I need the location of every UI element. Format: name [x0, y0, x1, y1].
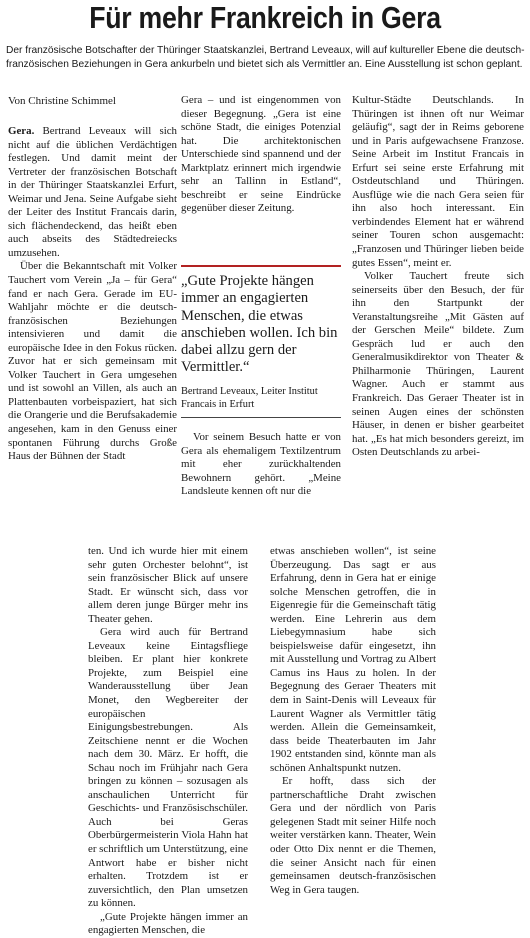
column-1 [8, 125, 177, 464]
column-2-paragraph-1: Gera – und ist eingenommen von dieser Begegnung. „Gera ist eine schöne Stadt, die einiges Potenzial hat. Die architektonischen Unterschiede sind spannend und der Marktplatz erinnert mich irgendwie sehr an Tallinn in Estland“, beschreibt er seine Eindrücke gegenüber dieser Zeitung. [181, 94, 341, 215]
column-3-paragraph-1: Kultur-Städte Deutschlands. In Thüringen ist ihnen oft nur Weimar geläufig“, sagt der in Reims geborene und in Paris aufgewachsene Franzose. Seine Arbeit im Institut Francais in Erfurt sei seine erste Erfahrung mit Ostdeutschland und Thüringen. Ausflüge wie die nach Gera seien für ihn also hoch interessant. Ein verbindendes Element hat er während seiner Touren schon ausgemacht: „Franzosen und Thüringer lieben beide gutes Essen“, meint er. [352, 94, 524, 269]
pull-quote-source: Bertrand Leveaux, Leiter Institut Francais in Erfurt [181, 385, 318, 410]
column-2-bottom [181, 431, 341, 499]
column-4-paragraph-1: ten. Und ich wurde hier mit einem sehr guten Orchester belohnt“, ist sein französischer Blick auf unsere Stadt. Er wünscht sich, dass vor allem deren junge Bürger mehr ins Theater gehen. [88, 545, 248, 625]
column-1-paragraph-2: Über die Bekanntschaft mit Volker Tauchert vom Verein „Ja – für Gera“ fand er nach Gera. Gerade im EU-Wahljahr möchte er die deutsch-französischen Beziehungen intensivieren und damit die europäische Idee in den Fokus rücken. Zuvor hat er sich gemeinsam mit Volker Tauchert in Gera umgesehen und ist sowohl an Villen, als auch an Plattenbauten vorbeispaziert, hat sich die Orangerie und die Berufsakademie angesehen, kam in den Genuss einer spontanen Führung durchs Große Haus der Bühnen der Stadt [8, 260, 177, 463]
column-5 [270, 545, 436, 897]
column-3 [352, 94, 524, 460]
byline: Von Christine Schimmel [8, 95, 116, 107]
dateline-location: Gera. [8, 125, 35, 137]
headline: Für mehr Frankreich in Gera [89, 0, 441, 35]
column-2-paragraph-2: Vor seinem Besuch hatte er von Gera als ehemaligem Textilzentrum mit eher zurückhaltenden Bewohnern gehört. „Meine Landsleute kennen oft nur die [181, 431, 341, 498]
column-4 [88, 545, 248, 938]
column-5-paragraph-1: etwas anschieben wollen“, ist seine Überzeugung. Das sagt er aus Erfahrung, denn in Gera hat er einige solche Menschen getroffen, die in Eigenregie für die Gemeinschaft tätig werden. Eine Lehrerin aus dem Liebegymnasium habe sich beispielsweise dafür eingesetzt, ihn mit Ausstellung und Vortrag zu Albert Camus ins Haus zu holen. In der Begegnung des Geraer Theaters mit dem in Saint-Denis will Leveaux für Laurent Wagner als Vermittler tätig werden. Allein die Gemeinsamkeit, dass beide Theaterbauten im Jahr 1902 entstanden sind, könnte man als schönen Anhaltspunkt nutzen. [270, 545, 436, 774]
column-1-paragraph-1: Gera. Bertrand Leveaux will sich nicht auf die üblichen Verdächtigen festlegen. Und damit meint der Vertreter der französischen Botschaft in der Thüringer Staatskanzlei Erfurt, Weimar und Jena. Seine Aufgabe sieht der Leiter des Institut Francais darin, sich flächendeckend, das heißt eben auch abseits des Städtedreiecks umzusehen. [8, 125, 177, 259]
pull-quote-text: „Gute Projekte hängen immer an engagierten Menschen, die etwas anschieben wollen. Ich bin dabei allzu gern der Vermittler.“ [181, 273, 338, 376]
pull-quote [181, 265, 341, 418]
lead-paragraph: Der französische Botschafter der Thüringer Staatskanzlei, Bertrand Leveaux, will auf kultureller Ebene die deutsch-französischen Beziehungen in Gera ankurbeln und bietet sich als Vermittler an. Eine Ausstellung ist schon geplant. [6, 45, 525, 70]
column-4-paragraph-2: Gera wird auch für Bertrand Leveaux keine Eintagsfliege bleiben. Er plant hier konkrete Projekte, zum Beispiel eine Wanderausstellung über Jean Monet, den Wegbereiter der europäischen Einigungsbestrebungen. Als Zeitschiene nennt er die Wochen nach dem 30. März. Er hofft, die Schau noch im Frühjahr nach Gera bringen zu können – sozusagen als anschaulichen Unterricht für Geschichts- und Französischschüler. Auch bei Geras Oberbürgermeisterin Viola Hahn hat er schriftlich um Unterstützung, eine Antwort habe er bisher nicht erhalten. Trotzdem ist er zuversichtlich, den Plan umsetzen zu können. [88, 626, 248, 910]
column-3-paragraph-2: Volker Tauchert freute sich seinerseits über den Besuch, der für ihn den Startpunkt der Veranstaltungsreihe „Mit Gästen auf der Gerschen Meile“ bildete. Zum Gespräch lud er auch den Generalmusikdirektor von Theater & Philharmonie Thüringen, Laurent Wagner. Auch er stammt aus Frankreich. Das Geraer Theater ist in seinen Augen eines der schönsten Häuser, in denen er bisher gearbeitet hat. „Es hat mich besonders gereizt, im Osten Deutschlands zu arbei- [352, 270, 524, 459]
column-4-paragraph-3: „Gute Projekte hängen immer an engagierten Menschen, die [88, 910, 248, 937]
column-2-top [181, 94, 341, 216]
column-5-paragraph-2: Er hofft, dass sich der partnerschaftliche Draht zwischen Gera und der nördlich von Paris gelegenen Stadt mit seiner Hilfe noch weiter verstärken kann. Theater, Wein oder Otto Dix nennt er die Themen, die seiner Ansicht nach für einen gemeinsamen deutsch-französischen Weg in Gera taugen. [270, 775, 436, 896]
